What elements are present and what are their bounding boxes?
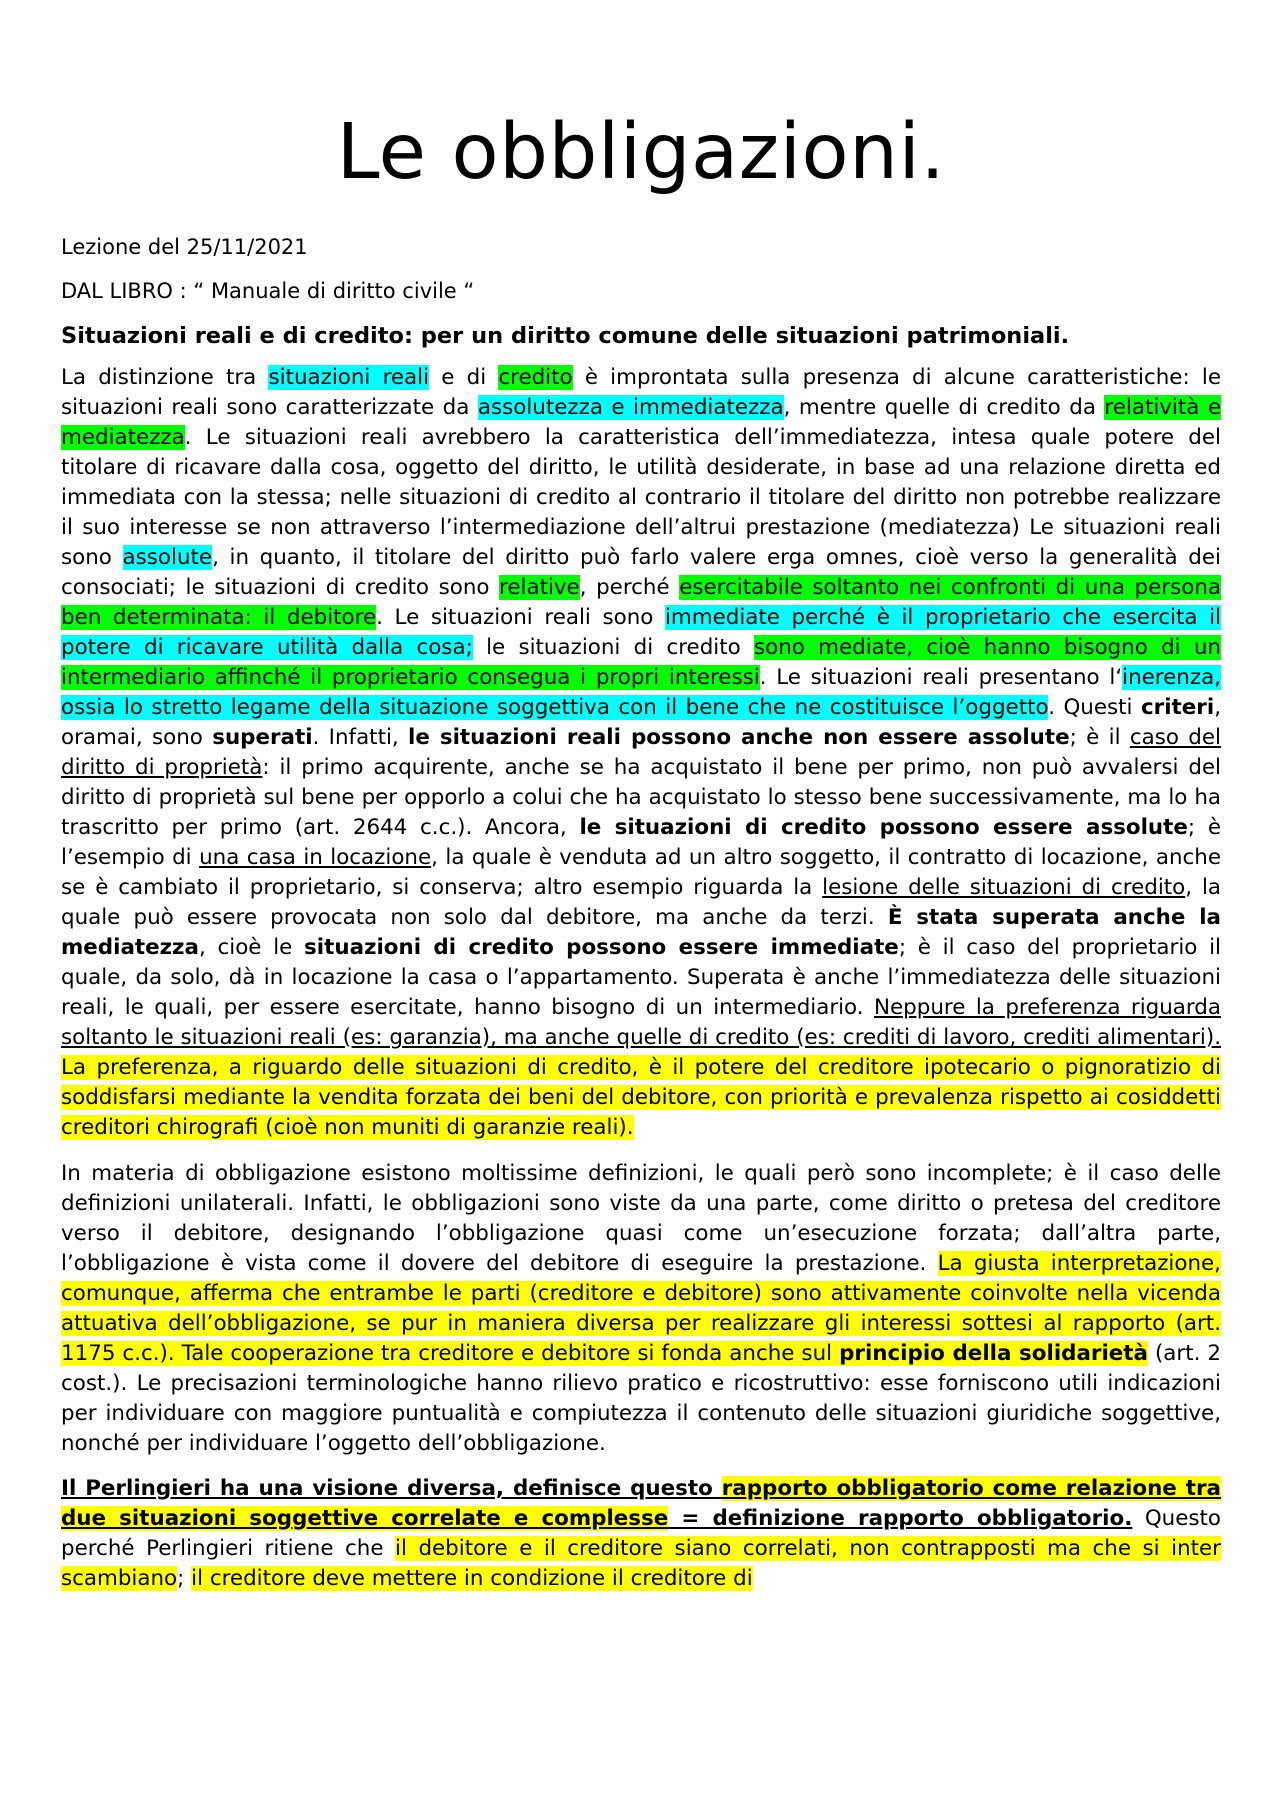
paragraph-definizioni: In materia di obbligazione esistono moltissime definizioni, le quali però sono incomplete; è il caso delle definizioni unilaterali. Infatti, le obbligazioni sono viste da una parte, come diritto o pretesa del creditore verso il debitore, designando l’obbligazione quasi come un’esecuzione forzata; dall’altra parte, l’obbligazione è vista come il dovere del debitore di eseguire la prestazione. La giusta interpretazione, comunque, afferma che entrambe le parti (creditore e debitore) sono attivamente coinvolte nella vicenda attuativa dell’obbligazione, se pur in maniera diversa per realizzare gli interessi sottesi al rapporto (art. 1175 c.c.). Tale cooperazione tra creditore e debitore si fonda anche sul principio della solidarietà (art. 2 cost.). Le precisazioni terminologiche hanno rilievo pratico e ricostruttivo: esse forniscono utili indicazioni per individuare con maggiore puntualità e compiutezza il contenuto delle situazioni giuridiche soggettive, nonché per individuare l’oggetto dell’obbligazione.	[61, 1161, 1221, 1456]
highlight-cyan: situazioni reali	[268, 365, 430, 390]
bold-underlined-text: = definizione rapporto obbligatorio.	[668, 1506, 1133, 1531]
document-page	[61, 0, 1221, 1594]
highlight-cyan: assolutezza e immediatezza	[477, 395, 784, 420]
highlight-yellow: il debitore e il creditore siano correlati, non contrapposti ma che si inter scambiano	[61, 1536, 1221, 1591]
book-source: DAL LIBRO : “ Manuale di diritto civile “	[61, 279, 475, 303]
highlight-cyan: immediate perché è il proprietario che esercita il potere di ricavare utilità dalla cosa;	[61, 605, 1221, 660]
highlight-yellow-bold: rapporto obbligatorio come relazione tra due situazioni soggettive correlate e complesse	[61, 1476, 1221, 1531]
highlight-yellow: La giusta interpretazione, comunque, afferma che entrambe le parti (creditore e debitore) sono attivamente coinvolte nella vicenda attuativa dell’obbligazione, se pur in maniera diversa per realizzare gli interessi sottesi al rapporto (art. 1175 c.c.). Tale cooperazione tra creditore e debitore si fonda anche sul	[61, 1251, 1221, 1366]
highlight-green: sono mediate, cioè hanno bisogno di un intermediario affinché il proprietario consegua i propri interessi	[61, 635, 1221, 690]
bold-text: le situazioni di credito possono essere assolute	[579, 815, 1188, 840]
bold-text: le situazioni reali possono anche non essere assolute	[408, 725, 1070, 750]
highlight-green: relative	[499, 575, 580, 600]
highlight-cyan: assolute	[122, 545, 213, 570]
highlight-yellow: il creditore deve mettere in condizione il creditore di	[191, 1566, 753, 1591]
underlined-text: Neppure la preferenza riguarda soltanto le situazioni reali (es: garanzia), ma anche quelle di credito (es: crediti di lavoro, crediti alimentari).	[61, 995, 1221, 1050]
underlined-text: una casa in locazione	[199, 845, 432, 870]
bold-text: È stata superata anche la mediatezza	[61, 905, 1221, 960]
highlight-green: relatività e mediatezza	[61, 395, 1221, 450]
section-heading: Situazioni reali e di credito: per un diritto comune delle situazioni patrimoniali.	[61, 323, 1070, 349]
highlight-green: credito	[498, 365, 573, 390]
underlined-text: lesione delle situazioni di credito	[822, 875, 1186, 900]
highlight-yellow-bold: principio della solidarietà	[839, 1341, 1148, 1366]
lesson-date: Lezione del 25/11/2021	[61, 235, 308, 259]
highlight-cyan: inerenza, ossia lo stretto legame della situazione soggettiva con il bene che ne costituisce l’oggetto	[61, 665, 1221, 720]
underlined-text: caso del diritto di proprietà	[61, 725, 1221, 780]
paragraph-perlingieri: Il Perlingieri ha una visione diversa, definisce questo rapporto obbligatorio come relazione tra due situazioni soggettive correlate e complesse = definizione rapporto obbligatorio. Questo perché Perlingieri ritiene che il debitore e il creditore siano correlati, non contrapposti ma che si inter scambiano; il creditore deve mettere in condizione il creditore di	[61, 1476, 1221, 1591]
highlight-green: esercitabile soltanto nei confronti di una persona ben determinata: il debitore	[61, 575, 1221, 630]
bold-text: situazioni di credito possono essere immediate	[304, 935, 899, 960]
bold-text: criteri	[1141, 695, 1215, 720]
bold-text: superati	[212, 725, 313, 750]
paragraph-situazioni: La distinzione tra situazioni reali e di credito è improntata sulla presenza di alcune caratteristiche: le situazioni reali sono caratterizzate da assolutezza e immediatezza, mentre quelle di credito da relatività e mediatezza. Le situazioni reali avrebbero la caratteristica dell’immediatezza, intesa quale potere del titolare di ricavare dalla cosa, oggetto del diritto, le utilità desiderate, in base ad una relazione diretta ed immediata con la stessa; nelle situazioni di credito al contrario il titolare del diritto non potrebbe realizzare il suo interesse se non attraverso l’intermediazione dell’altrui prestazione (mediatezza) Le situazioni reali sono assolute, in quanto, il titolare del diritto può farlo valere erga omnes, cioè verso la generalità dei consociati; le situazioni di credito sono relative, perché esercitabile soltanto nei confronti di una persona ben determinata: il debitore. Le situazioni reali sono immediate perché è il proprietario che esercita il potere di ricavare utilità dalla cosa; le situazioni di credito sono mediate, cioè hanno bisogno di un intermediario affinché il proprietario consegua i propri interessi. Le situazioni reali presentano l‘inerenza, ossia lo stretto legame della situazione soggettiva con il bene che ne costituisce l’oggetto. Questi criteri, oramai, sono superati. Infatti, le situazioni reali possono anche non essere assolute; è il caso del diritto di proprietà: il primo acquirente, anche se ha acquistato il bene per primo, non può avvalersi del diritto di proprietà sul bene per opporlo a colui che ha acquistato lo stesso bene successivamente, ma lo ha trascritto per primo (art. 2644 c.c.). Ancora, le situazioni di credito possono essere assolute; è l’esempio di una casa in locazione, la quale è venduta ad un altro soggetto, il contratto di locazione, anche se è cambiato il proprietario, si conserva; altro esempio riguarda la lesione delle situazioni di credito, la quale può essere provocata non solo dal debitore, ma anche da terzi. È stata superata anche la mediatezza, cioè le situazioni di credito possono essere immediate; è il caso del proprietario il quale, da solo, dà in locazione la casa o l’appartamento. Superata è anche l’immediatezza delle situazioni reali, le quali, per essere esercitate, hanno bisogno di un intermediario. Neppure la preferenza riguarda soltanto le situazioni reali (es: garanzia), ma anche quelle di credito (es: crediti di lavoro, crediti alimentari). La preferenza, a riguardo delle situazioni di credito, è il potere del creditore ipotecario o pignoratizio di soddisfarsi mediante la vendita forzata dei beni del debitore, con priorità e prevalenza rispetto ai cosiddetti creditori chirografi (cioè non muniti di garanzie reali).	[61, 365, 1222, 1140]
highlight-yellow: La preferenza, a riguardo delle situazioni di credito, è il potere del creditore ipotecario o pignoratizio di soddisfarsi mediante la vendita forzata dei beni del debitore, con priorità e prevalenza rispetto ai cosiddetti creditori chirografi (cioè non muniti di garanzie reali).	[61, 1055, 1221, 1140]
document-title: Le obbligazioni.	[336, 108, 946, 197]
bold-underlined-text: Il Perlingieri ha una visione diversa, definisce questo	[61, 1476, 722, 1501]
